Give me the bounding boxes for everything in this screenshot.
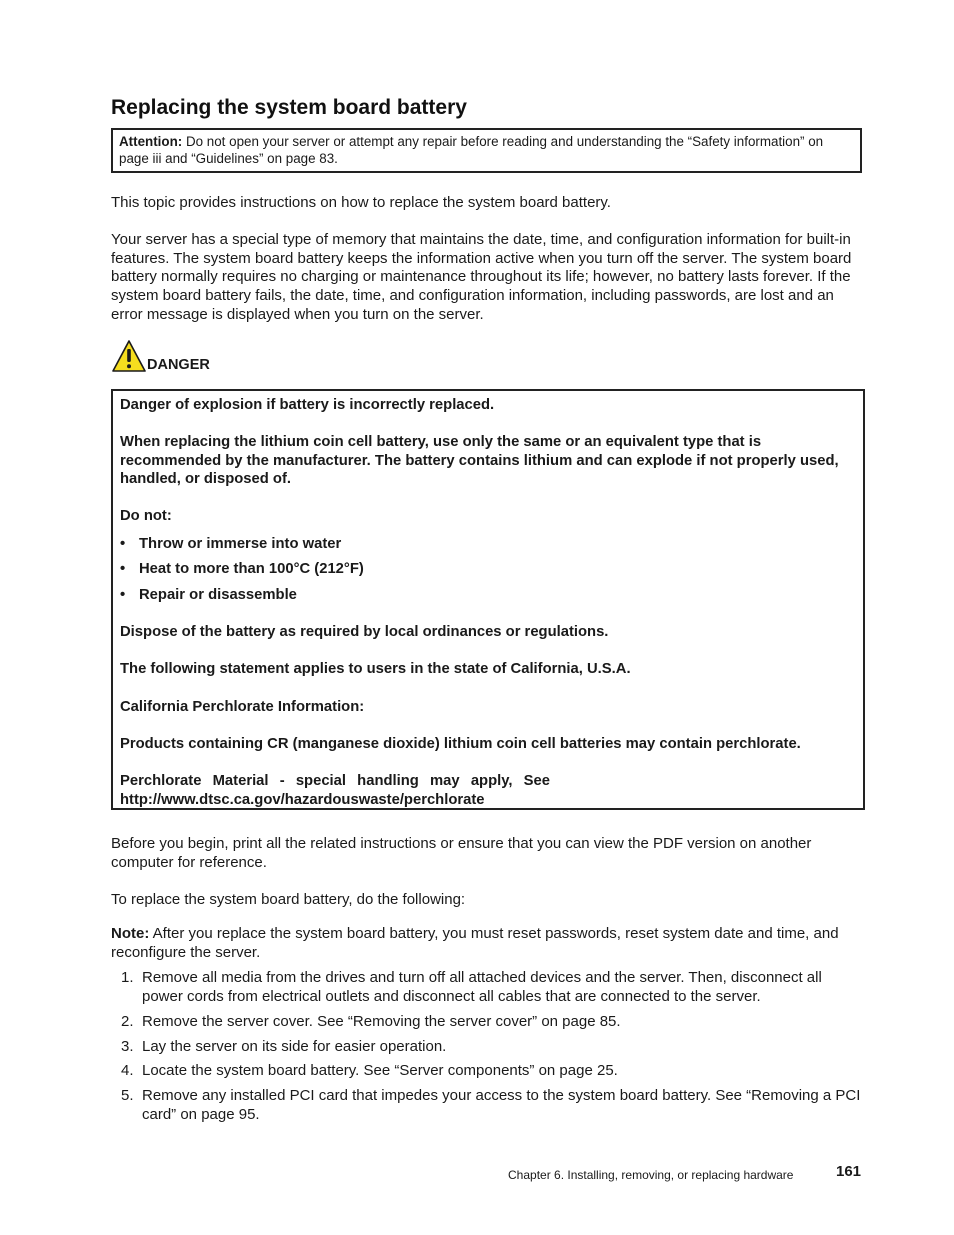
step-number: 1. — [121, 969, 134, 986]
attention-label: Attention: — [119, 134, 183, 149]
bullet-text: Repair or disassemble — [139, 587, 297, 603]
note-text: After you replace the system board battery, you must reset passwords, reset system date and time, and reconfigure the server. — [111, 925, 839, 961]
intro-paragraph: This topic provides instructions on how to replace the system board battery. — [111, 194, 611, 211]
step-text: Lay the server on its side for easier operation. — [142, 1038, 447, 1055]
perchlorate-products: Products containing CR (manganese dioxide) lithium coin cell batteries may contain perchlorate. — [120, 736, 801, 752]
memory-paragraph: Your server has a special type of memory that maintains the date, time, and configuration information for built-in features. The system board battery keeps the information active when you turn off the server. The system board battery normally requires no charging or maintenance throughout its life; however, no battery lasts forever. If the system board battery fails, the date, time, and configuration information, including passwords, are lost and an error message is displayed when you turn on the server. — [111, 231, 852, 323]
note-paragraph — [111, 925, 863, 962]
attention-notice — [111, 128, 862, 173]
attention-text: Do not open your server or attempt any repair before reading and understanding the “Safety information” on page iii and “Guidelines” on page 83. — [119, 134, 824, 166]
bullet-text: Heat to more than 100°C (212°F) — [139, 561, 364, 577]
perchlorate-material: Perchlorate Material - special handling may apply, See — [120, 773, 550, 789]
dispose-statement: Dispose of the battery as required by local ordinances or regulations. — [120, 624, 609, 640]
step-text: Remove the server cover. See “Removing the server cover” on page 85. — [142, 1013, 621, 1030]
step-text: Remove any installed PCI card that impedes your access to the system board battery. See “Removing a PCI card” on page 95. — [142, 1087, 861, 1123]
danger-label: DANGER — [147, 357, 210, 373]
warning-triangle-icon — [111, 339, 147, 373]
perchlorate-heading: California Perchlorate Information: — [120, 699, 365, 715]
page-title: Replacing the system board battery — [111, 96, 467, 119]
step-number: 4. — [121, 1062, 134, 1079]
danger-line-1: Danger of explosion if battery is incorrectly replaced. — [120, 397, 495, 413]
california-statement: The following statement applies to users in the state of California, U.S.A. — [120, 661, 631, 677]
bullet-text: Throw or immerse into water — [139, 536, 342, 552]
step-number: 2. — [121, 1013, 134, 1030]
step-text: Locate the system board battery. See “Server components” on page 25. — [142, 1062, 618, 1079]
step-text: Remove all media from the drives and turn off all attached devices and the server. Then, disconnect all power cords from electrical outlets and disconnect all cables that are connected to the server. — [142, 969, 822, 1005]
danger-notice-box: Danger of explosion if battery is incorrectly replaced. When replacing the lithium coin cell battery, use only the same or an equivalent type that is recommended by the manufacturer. The battery contains lithium and can explode if not properly used, handled, or disposed of. Do not: • Throw or immerse into water • Heat to more than 100°C (212°F) • Repair or disassemble Dispose of the battery as required by local ordinances or regulations. The following statement applies to users in the state of California, U.S.A. California Perchlorate Information: Products containing CR (manganese dioxide) lithium coin cell batteries may contain perchlorate. Perchlorate Material - special handling may apply, See http://www.dtsc.ca.gov/hazardouswaste/perchlorate — [111, 389, 865, 810]
perchlorate-link[interactable]: http://www.dtsc.ca.gov/hazardouswaste/perchlorate — [120, 792, 485, 808]
danger-line-2: When replacing the lithium coin cell battery, use only the same or an equivalent type that is recommended by the manufacturer. The battery contains lithium and can explode if not properly used, handled, or disposed of. — [120, 434, 839, 487]
page-number: 161 — [836, 1163, 862, 1180]
note-label: Note: — [111, 925, 150, 942]
do-not-heading: Do not: — [120, 508, 172, 524]
before-begin-paragraph: Before you begin, print all the related instructions or ensure that you can view the PDF version on another computer for reference. — [111, 835, 812, 871]
step-number: 3. — [121, 1038, 134, 1055]
to-replace-paragraph: To replace the system board battery, do the following: — [111, 891, 466, 908]
footer-chapter: Chapter 6. Installing, removing, or replacing hardware — [508, 1168, 794, 1182]
step-number: 5. — [121, 1087, 134, 1104]
